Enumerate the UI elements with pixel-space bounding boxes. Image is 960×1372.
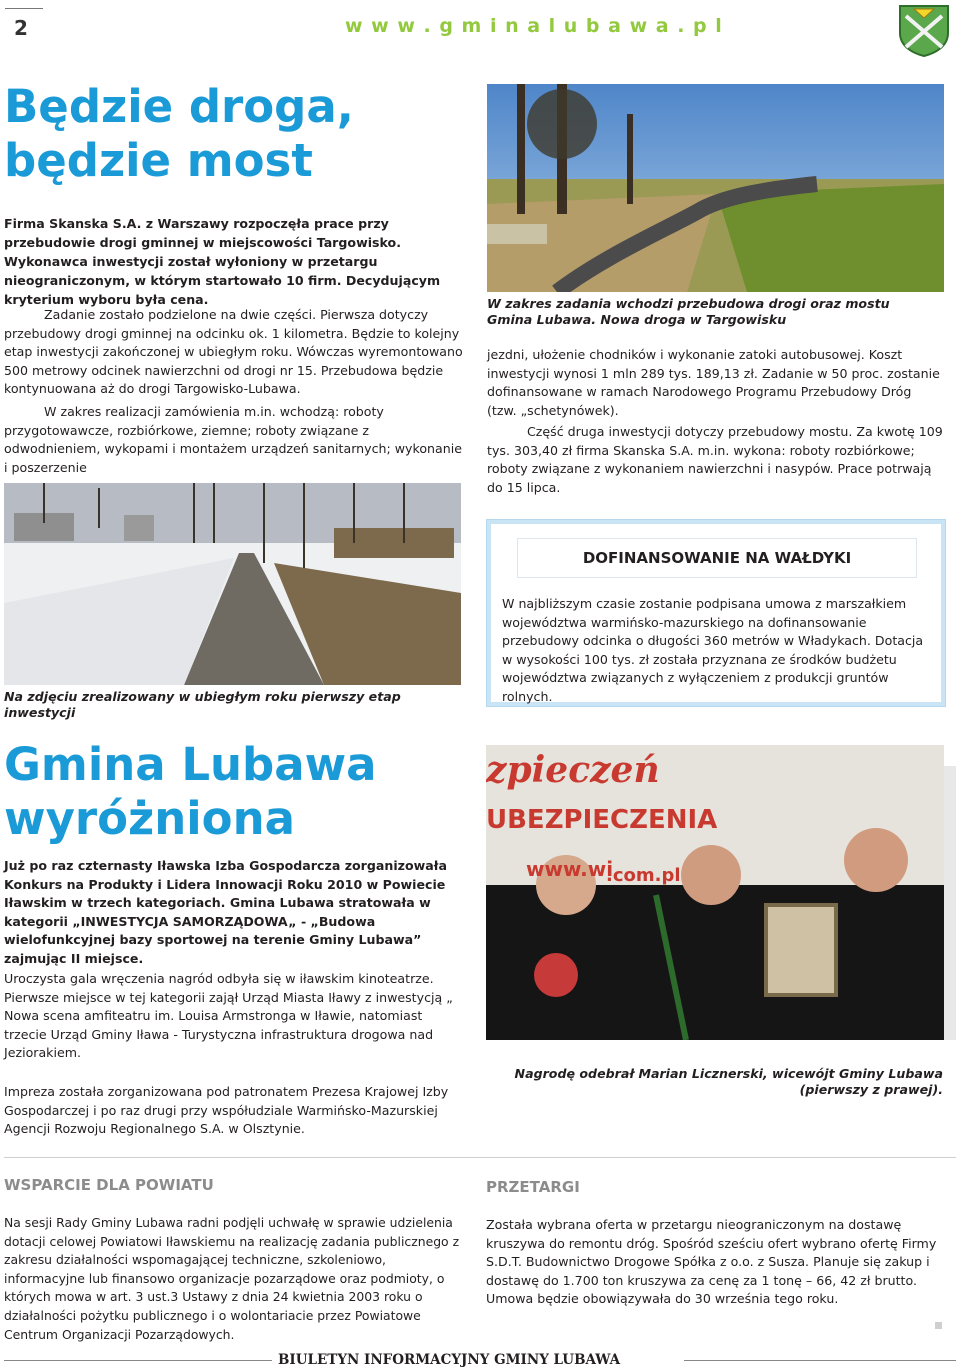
article2-paragraph-1: Uroczysta gala wręczenia nagród odbyła się w iławskim kinoteatrze. Pierwsze miejsce w tej kategorii zajął Urząd Miasta Iławy z inwestycją „ Nowa scena amfiteatru im. Louisa Armstronga w Iławie, natomiast trzecie Urząd Gminy Iława - Turystyczna infrastruktura drogowa nad Jeziorakiem. <box>4 971 453 1061</box>
funding-box <box>486 519 946 707</box>
article2-paragraph-2: Impreza została zorganizowana pod patronatem Prezesa Krajowej Izby Gospodarczej i po raz drugi przy współudziale Warmińsko-Mazurskiej Agencji Rozwoju Regionalnego S.A. w Olsztynie. <box>4 1084 449 1137</box>
photo-sign-3: www.wi <box>526 857 614 881</box>
support-text: Na sesji Rady Gminy Lubawa radni podjęli uchwałę w sprawie udzielenia dotacji celowej Powiatowi Iławskiemu na realizację zadania publicznego z zakresu działalności wspomagającej techniczne, szkoleniowo, informacyjne lub finansowo organizacje pozarządowe oraz podmioty, o których mowa w art. 3 ust.3 Ustawy z dnia 24 kwietnia 2003 roku o działalności pożytku publicznego i o wolontariacie przez Powiatowe Centrum Organizacji Pozarządowych. <box>4 1215 460 1342</box>
road-photo-caption: W zakres zadania wchodzi przebudowa drogi oraz mostu Gmina Lubawa. Nowa droga w Targowisku <box>487 296 890 327</box>
coat-of-arms-icon <box>894 3 954 57</box>
award-photo-caption <box>486 1066 943 1098</box>
page-number: 2 <box>14 16 28 40</box>
winter-photo-caption: Na zdjęciu zrealizowany w ubiegłym roku pierwszy etap inwestycji <box>4 689 401 720</box>
article-title-line1: Będzie droga, <box>4 80 354 133</box>
winter-road-photo <box>4 483 461 685</box>
article2-title <box>4 738 377 846</box>
funding-text: W najbliższym czasie zostanie podpisana umowa z marszałkiem województwa warmińsko-mazurskiego na dofinansowanie przebudowy odcinka o długości 360 metrów w Władykach. Dotacja w wysokości 100 tys. zł została przyznana ze środków budżetu województwa związanych z wyłączeniem z produkcji gruntów rolnych. <box>502 596 924 704</box>
article2-title-line2: wyróżniona <box>4 792 295 845</box>
funding-title-bar <box>517 538 917 578</box>
article-title <box>4 80 354 188</box>
section-divider <box>4 1157 956 1158</box>
footer-title: BIULETYN INFORMACYJNY GMINY LUBAWA <box>278 1352 621 1368</box>
photo-sign-2: UBEZPIECZENIA <box>486 805 718 835</box>
article-paragraph-2: W zakres realizacji zamówienia m.in. wchodzą: roboty przygotowawcze, rozbiórkowe, ziemne; roboty związane z odwodnieniem, wykopami i montażem urządzeń sanitarnych; wykonanie i poszerzenie <box>4 404 462 475</box>
award-photo-side-strip <box>944 766 956 1040</box>
road-photo <box>487 84 944 292</box>
tenders-text: Została wybrana oferta w przetargu nieograniczonym na dostawę kruszywa do remontu dróg. Spośród sześciu ofert wybrano ofertę Firmy S.D.T. Budownictwo Drogowe Spółka z o.o. z Susza. Planuje się zakup i dostawę do 1.700 ton kruszywa za cenę za 1 tonę – 66, 42 zł brutto. Umowa będzie obowiązywała do 30 września tego roku. <box>486 1217 937 1307</box>
award-photo <box>486 745 944 1040</box>
support-heading: WSPARCIE DLA POWIATU <box>4 1176 214 1194</box>
header-rule <box>5 8 43 9</box>
footer-rule <box>4 1360 272 1361</box>
award-caption-line2: (pierwszy z prawej). <box>799 1082 943 1097</box>
tenders-heading: PRZETARGI <box>486 1178 580 1196</box>
article-title-line2: będzie most <box>4 134 313 187</box>
footer-rule-right <box>684 1360 956 1361</box>
end-marker <box>935 1322 942 1329</box>
photo-sign-1: zpieczeń <box>486 749 660 791</box>
article-paragraph-3: jezdni, ułożenie chodników i wykonanie zatoki autobusowej. Koszt inwestycji wynosi 1 mln 289 tys. 189,13 zł. Zadanie w 50 proc. zostanie dofinansowane w ramach Narodowego Programu Przebudowy Dróg (tzw. „schetynówek). <box>487 347 940 418</box>
article2-lead: Już po raz czternasty Iławska Izba Gospodarcza zorganizowała Konkurs na Produkty i Lidera Innowacji Roku 2010 w Powiecie Iławskim w trzech kategoriach. Gmina Lubawa stratowała w kategorii „INWESTYCJA SAMORZĄDOWA„ - „Budowa wielofunkcyjnej bazy sportowej na terenie Gminy Lubawa” zajmując II miejsce. <box>4 858 447 966</box>
article-paragraph-1: Zadanie zostało podzielone na dwie części. Pierwsza dotyczy przebudowy drogi gminnej na odcinku ok. 1 kilometra. Będzie to kolejny etap inwestycji zakończonej w ubiegłym roku. Wówczas wyremontowano 500 metrowy odcinek nawierzchni od drogi nr 15. Przebudowa będzie kontynuowana aż do drogi Targowisko-Lubawa. <box>4 307 463 397</box>
article-lead: Firma Skanska S.A. z Warszawy rozpoczęła prace przy przebudowie drogi gminnej w miejscowości Targowisko. Wykonawca inwestycji został wyłoniony w przetargu nieograniczonym, w którym startowało 10 firm. Decydującym kryterium wyboru była cena. <box>4 216 441 307</box>
funding-title: DOFINANSOWANIE NA WAŁDYKI <box>582 549 852 567</box>
award-caption-line1: Nagrodę odebrał Marian Licznerski, wicewójt Gminy Lubawa <box>514 1066 943 1081</box>
article-paragraph-4: Część druga inwestycji dotyczy przebudowy mostu. Za kwotę 109 tys. 303,40 zł firma Skanska S.A. m.in. wykona: roboty rozbiórkowe; roboty związane z wykonaniem nawierzchni i nasypów. Prace potrwają do 15 lipca. <box>487 424 943 495</box>
website-link[interactable]: w w w . g m i n a l u b a w a . p l <box>345 15 723 37</box>
article2-title-line1: Gmina Lubawa <box>4 738 377 791</box>
photo-sign-4: .com.pl <box>606 865 681 886</box>
